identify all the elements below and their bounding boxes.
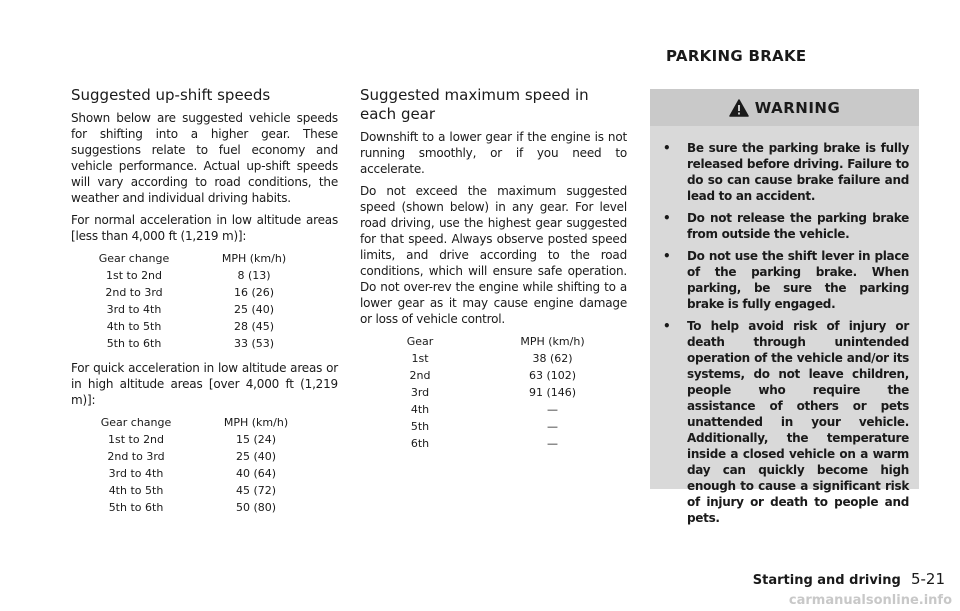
- warning-item: [663, 210, 909, 242]
- max-speed-heading: Suggested maximum speed in each gear: [360, 86, 589, 123]
- table-cell: 5th to 6th: [108, 501, 164, 514]
- table-header: Gear change: [100, 416, 172, 429]
- table-row: [360, 384, 627, 401]
- warning-header: [650, 89, 919, 126]
- table-cell: 4th to 5th: [106, 320, 162, 333]
- table-cell: 2nd: [409, 369, 431, 382]
- table-cell: 4th to 5th: [108, 484, 164, 497]
- table-row: [360, 418, 627, 435]
- table-header: MPH (km/h): [520, 335, 585, 348]
- warning-item: [663, 140, 909, 204]
- upshift-intro: Shown below are suggested vehicle speeds for shifting into a higher gear. These suggestions relate to fuel economy and vehicle performance. Actual up-shift speeds will vary according to road conditions, the weather and individual driving habits.: [71, 111, 338, 205]
- bullet: •: [663, 319, 671, 333]
- table-cell: 2nd to 3rd: [107, 450, 165, 463]
- table-cell: 33 (53): [233, 337, 275, 350]
- table-cell: 1st to 2nd: [105, 269, 163, 282]
- table-row: [71, 318, 338, 335]
- table-row: [71, 267, 338, 284]
- table-row: [360, 401, 627, 418]
- page-number: 5-21: [910, 570, 945, 588]
- table-cell: 40 (64): [235, 467, 277, 480]
- table-row: [360, 435, 627, 452]
- table-cell: 50 (80): [235, 501, 277, 514]
- table-cell: 25 (40): [233, 303, 275, 316]
- table-cell: 1st to 2nd: [107, 433, 165, 446]
- table-row: [71, 465, 338, 482]
- table-row: [71, 301, 338, 318]
- normal-accel-label: For normal acceleration in low altitude areas [less than 4,000 ft (1,219 m)]:: [71, 213, 338, 243]
- table-row: [71, 499, 338, 516]
- table-cell: —: [547, 437, 558, 450]
- table-cell: 16 (26): [233, 286, 275, 299]
- table-row: [71, 448, 338, 465]
- table-cell: —: [547, 403, 558, 416]
- warning-item: [663, 318, 909, 526]
- table-cell: 3rd to 4th: [106, 303, 162, 316]
- table-cell: 2nd to 3rd: [105, 286, 163, 299]
- table-cell: 25 (40): [235, 450, 277, 463]
- warning-item-text: Do not release the parking brake from outside the vehicle.: [687, 211, 909, 241]
- table-row: [71, 482, 338, 499]
- warning-item-text: Do not use the shift lever in place of the parking brake. When parking, be sure the parking brake is fully engaged.: [687, 249, 909, 311]
- table-header-row: [71, 414, 338, 431]
- table-header: Gear change: [98, 252, 170, 265]
- table-cell: 45 (72): [235, 484, 277, 497]
- downshift-paragraph: Downshift to a lower gear if the engine is not running smoothly, or if you need to accelerate.: [360, 130, 627, 176]
- footer-section: Starting and driving: [752, 573, 901, 588]
- table-cell: 63 (102): [528, 369, 577, 382]
- table-cell: —: [547, 420, 558, 433]
- warning-item-text: To help avoid risk of injury or death through unintended operation of the vehicle and/or its systems, do not leave children, people who require the assistance of others or pets unattended in your vehicle. Additionally, the temperature inside a closed vehicle on a warm day can quickly become high enough to cause a significant risk of injury or death to people and pets.: [687, 319, 909, 525]
- table-cell: 6th: [410, 437, 430, 450]
- bullet: •: [663, 249, 671, 263]
- table-header: MPH (km/h): [223, 416, 289, 429]
- table-row: [71, 431, 338, 448]
- table-row: [360, 367, 627, 384]
- max-speed-column: [360, 86, 627, 460]
- watermark: carmanualsonline.info: [788, 593, 952, 608]
- warning-box: [650, 89, 919, 525]
- table-header: MPH (km/h): [221, 252, 287, 265]
- warning-item-text: Be sure the parking brake is fully released before driving. Failure to do so can cause brake failure and lead to an accident.: [687, 141, 909, 203]
- table-row: [71, 335, 338, 352]
- table-cell: 38 (62): [532, 352, 573, 365]
- upshift-column: [71, 86, 338, 524]
- table-cell: 91 (146): [528, 386, 577, 399]
- table-cell: 5th to 6th: [106, 337, 162, 350]
- quick-upshift-table: [71, 414, 338, 516]
- bullet: •: [663, 211, 671, 225]
- bullet: •: [663, 141, 671, 155]
- warning-item: [663, 248, 909, 312]
- page-footer: [753, 570, 945, 588]
- normal-upshift-table: [71, 250, 338, 352]
- table-row: [360, 350, 627, 367]
- table-cell: 8 (13): [237, 269, 271, 282]
- warning-list: [650, 140, 919, 526]
- table-cell: 5th: [410, 420, 430, 433]
- table-cell: 1st: [411, 352, 429, 365]
- upshift-heading: Suggested up-shift speeds: [71, 86, 271, 104]
- max-speed-table: [360, 333, 627, 452]
- table-header-row: [71, 250, 338, 267]
- warning-title: WARNING: [754, 98, 841, 117]
- table-cell: 3rd to 4th: [108, 467, 164, 480]
- table-cell: 4th: [410, 403, 430, 416]
- table-cell: 15 (24): [235, 433, 277, 446]
- max-speed-paragraph: Do not exceed the maximum suggested speed (shown below) in any gear. For level road driving, use the highest gear suggested for that speed. Always observe posted speed limits, and drive according to the road conditions, which will ensure safe operation. Do not over-rev the engine while shifting to a lower gear as it may cause engine damage or loss of vehicle control.: [360, 184, 627, 326]
- table-cell: 3rd: [410, 386, 430, 399]
- table-cell: 28 (45): [233, 320, 275, 333]
- table-header-row: [360, 333, 627, 350]
- quick-accel-label: For quick acceleration in low altitude areas or in high altitude areas [over 4,000 ft (1,219 m)]:: [71, 361, 338, 407]
- warning-triangle-icon: [729, 99, 749, 117]
- table-row: [71, 284, 338, 301]
- table-header: Gear: [406, 335, 434, 348]
- page-section-title: PARKING BRAKE: [666, 47, 807, 65]
